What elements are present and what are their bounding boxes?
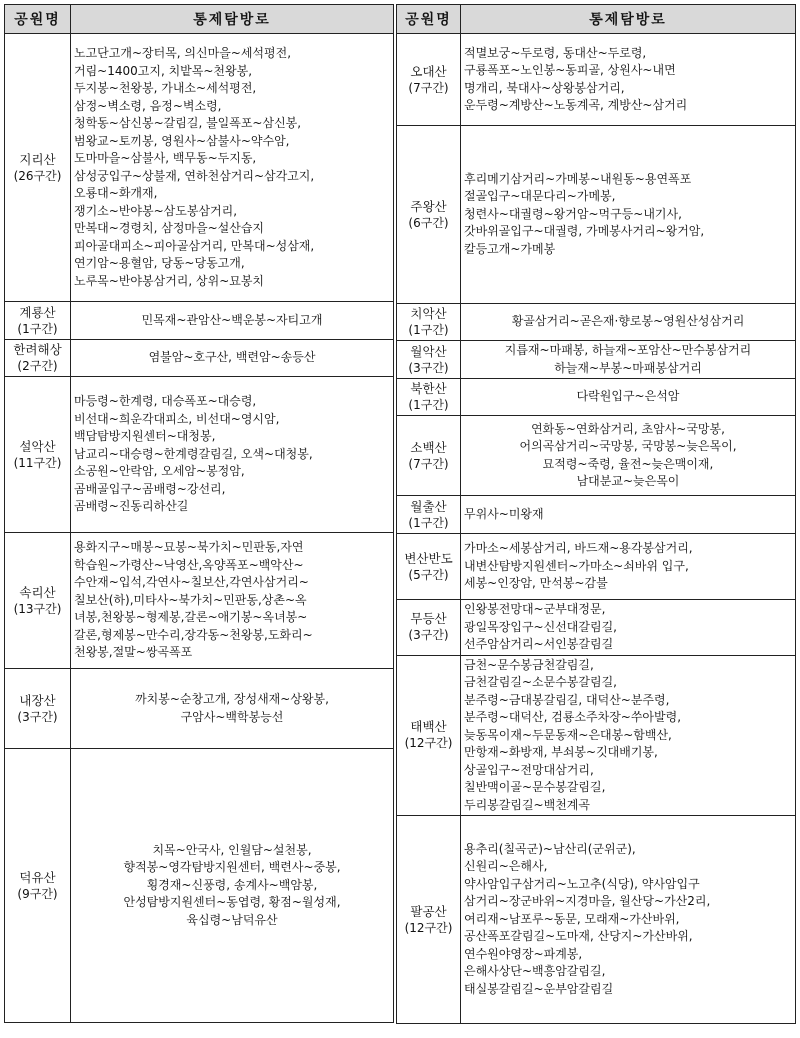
park-row xyxy=(5,302,394,340)
park-row xyxy=(397,600,796,656)
park-row xyxy=(5,34,394,302)
park-name: 설악산 xyxy=(19,438,56,454)
route-line: 곰배골입구~곰배령~강선리, xyxy=(74,481,226,496)
route-line: 은해사상단~백흥암갈림길, xyxy=(464,964,606,979)
route-line: 인왕봉전망대~군부대정문, xyxy=(464,602,606,616)
park-name-cell xyxy=(397,416,461,496)
park-name-cell xyxy=(397,341,461,379)
park-row xyxy=(397,655,796,816)
park-name-cell xyxy=(5,302,71,340)
park-name-cell xyxy=(5,340,71,377)
park-name: 북한산 xyxy=(410,381,447,396)
route-line: 거림~1400고지, 치밭목~천왕봉, xyxy=(74,63,253,78)
routes-cell xyxy=(71,377,394,533)
routes-cell xyxy=(461,379,796,416)
routes-cell xyxy=(71,749,394,1023)
route-line: 횡경재~신풍령, 송계사~백암봉, xyxy=(146,877,318,892)
route-line: 민목재~관암산~백운봉~자티고개 xyxy=(141,312,323,327)
section-count: (7구간) xyxy=(408,456,449,471)
routes-cell xyxy=(461,126,796,304)
route-line: 신원리~은해사, xyxy=(464,859,548,874)
park-name: 계룡산 xyxy=(19,304,56,320)
route-line: 상골입구~전망대삼거리, xyxy=(464,762,594,777)
route-line: 금천갈림길~소문수봉갈림길, xyxy=(464,675,617,689)
park-name-cell xyxy=(397,126,461,304)
route-line: 태실봉갈림길~운부암갈림길 xyxy=(464,981,614,996)
route-line: 칠보산(하),미타사~북가치~민판동,상촌~옥 xyxy=(74,592,307,607)
route-line: 삼정~벽소령, 음정~벽소령, xyxy=(74,98,222,113)
route-line: 금천~문수봉금천갈림길, xyxy=(464,657,594,672)
route-line: 용화지구~매봉~묘봉~북가치~민판동,자연 xyxy=(74,540,304,555)
park-name: 내장산 xyxy=(19,692,56,708)
section-count: (11구간) xyxy=(13,455,62,470)
routes-cell xyxy=(461,816,796,1024)
route-line: 도마마을~삼불사, 백무동~두지동, xyxy=(74,151,257,165)
route-line: 소공원~안락암, 오세암~봉정암, xyxy=(74,464,245,479)
section-count: (12구간) xyxy=(404,920,453,935)
park-row xyxy=(5,533,394,669)
routes-cell xyxy=(461,416,796,496)
route-line: 명개리, 북대사~상왕봉삼거리, xyxy=(464,80,625,95)
park-name-cell xyxy=(397,534,461,600)
park-name-cell xyxy=(5,749,71,1023)
routes-cell xyxy=(461,534,796,600)
park-row xyxy=(5,749,394,1023)
route-line: 삼거리~장군바위~지경마을, 월산당~가산2리, xyxy=(464,894,711,909)
route-line: 천왕봉,절말~쌍곡폭포 xyxy=(74,645,193,660)
route-line: 쟁기소~반야봉~삼도봉삼거리, xyxy=(74,203,238,218)
route-line: 구암사~백학봉능선 xyxy=(180,709,284,724)
park-name-cell xyxy=(397,600,461,656)
route-line: 연화동~연화삼거리, 초암사~국망봉, xyxy=(531,421,725,436)
park-row xyxy=(397,304,796,341)
route-line: 두리봉갈림길~백천계곡 xyxy=(464,797,590,812)
routes-cell xyxy=(461,34,796,126)
park-header: 공원명 xyxy=(397,5,461,34)
left-table xyxy=(4,4,394,1023)
section-count: (7구간) xyxy=(408,80,449,95)
route-line: 묘적령~죽령, 율전~늦은맥이재, xyxy=(542,456,714,471)
park-name: 지리산 xyxy=(19,151,56,167)
route-line: 청학동~삼신봉~갈림길, 불일폭포~삼신봉, xyxy=(74,116,302,130)
route-line: 가마소~세봉삼거리, 바드재~용각봉삼거리, xyxy=(464,541,693,556)
section-count: (26구간) xyxy=(13,168,62,183)
route-line: 여리재~남포루~동문, 모래재~가산바위, xyxy=(464,911,680,926)
route-line: 노고단고개~장터목, 의신마을~세석평전, xyxy=(74,46,292,60)
routes-header: 통제탐방로 xyxy=(461,5,796,34)
route-line: 염불암~호구산, 백련암~송등산 xyxy=(148,350,316,365)
route-line: 청련사~대궐령~왕거암~먹구등~내기사, xyxy=(464,206,682,221)
park-row xyxy=(397,534,796,600)
route-line: 남대분교~늦은목이 xyxy=(576,474,680,488)
park-row xyxy=(5,669,394,749)
park-row xyxy=(5,340,394,377)
routes-header: 통제탐방로 xyxy=(71,5,394,34)
section-count: (1구간) xyxy=(17,321,58,336)
park-name: 변산반도 xyxy=(404,550,453,566)
route-line: 오룡대~화개재, xyxy=(74,186,158,200)
section-count: (9구간) xyxy=(17,886,58,901)
route-line: 수안재~입석,각연사~칠보산,각연사삼거리~ xyxy=(74,575,309,590)
route-line: 곰배령~진동리하산길 xyxy=(74,499,189,514)
section-count: (3구간) xyxy=(408,628,449,643)
route-line: 갈론,형제봉~만수리,장각동~천왕봉,도화리~ xyxy=(74,627,313,642)
park-name-cell xyxy=(397,34,461,126)
park-name-cell xyxy=(5,377,71,533)
route-line: 만항재~화방재, 부쇠봉~깃대배기봉, xyxy=(464,745,658,759)
park-name-cell xyxy=(5,669,71,749)
section-count: (1구간) xyxy=(408,515,449,530)
park-row xyxy=(5,377,394,533)
route-line: 만복대~경령치, 삼정마을~설산습지 xyxy=(74,221,265,235)
park-name-cell xyxy=(5,533,71,669)
route-line: 황골삼거리~곧은재·향로봉~영원산성삼거리 xyxy=(511,314,745,329)
route-line: 분주령~금대봉갈림길, 대덕산~분주령, xyxy=(464,692,670,707)
route-line: 두지봉~천왕봉, 가내소~세석평전, xyxy=(74,81,257,95)
route-line: 분주령~대덕산, 검룡소주차장~쑤아발령, xyxy=(464,710,682,724)
park-name: 태백산 xyxy=(410,719,447,735)
park-name: 덕유산 xyxy=(19,869,56,885)
routes-cell xyxy=(71,669,394,749)
route-line: 공산폭포갈림길~도마재, 산당지~가산바위, xyxy=(464,929,693,944)
route-line: 육십령~남덕유산 xyxy=(186,912,278,927)
route-line: 칼등고개~가메봉 xyxy=(464,241,556,256)
route-line: 마등령~한계령, 대승폭포~대승령, xyxy=(74,394,257,409)
routes-cell xyxy=(461,304,796,341)
section-count: (13구간) xyxy=(13,601,62,616)
section-count: (1구간) xyxy=(408,323,449,337)
route-line: 구룡폭포~노인봉~동피골, 상원사~내면 xyxy=(464,63,676,77)
route-line: 광일목장입구~신선대갈림길, xyxy=(464,619,617,634)
route-line: 늦동목이재~두문동재~은대봉~함백산, xyxy=(464,727,672,742)
park-name-cell xyxy=(397,304,461,341)
route-line: 치목~안국사, 인월담~설천봉, xyxy=(152,842,312,857)
route-line: 칠반맥이골~문수봉갈림길, xyxy=(464,780,606,794)
route-line: 남교리~대승령~한계령갈림길, 오색~대청봉, xyxy=(74,446,313,461)
park-name: 월출산 xyxy=(410,498,447,514)
route-line: 절골입구~대문다리~가메봉, xyxy=(464,189,616,204)
route-line: 녀봉,천왕봉~형제봉,갈론~애기봉~옥녀봉~ xyxy=(74,610,308,625)
park-row xyxy=(397,34,796,126)
route-line: 용추리(칠곡군)~남산리(군위군), xyxy=(464,841,636,856)
park-name: 치악산 xyxy=(410,306,447,321)
route-line: 지릅재~마패봉, 하늘재~포암산~만수봉삼거리 xyxy=(504,343,752,357)
route-line: 노루목~반야봉삼거리, 상위~묘봉치 xyxy=(74,273,265,288)
header-row xyxy=(397,5,796,34)
park-name-cell xyxy=(397,379,461,416)
park-name: 소백산 xyxy=(410,439,447,455)
route-line: 적멸보궁~두로령, 동대산~두로령, xyxy=(464,45,647,60)
park-name: 오대산 xyxy=(410,63,447,79)
route-line: 약사암입구삼거리~노고추(식당), 약사암입구 xyxy=(464,876,700,891)
routes-cell xyxy=(71,34,394,302)
right-table xyxy=(396,4,796,1024)
route-line: 삼성궁입구~상불재, 연하천삼거리~삼각고지, xyxy=(74,168,315,183)
section-count: (1구간) xyxy=(408,398,449,412)
park-header: 공원명 xyxy=(5,5,71,34)
route-line: 어의곡삼거리~국망봉, 국망봉~늦은목이, xyxy=(519,439,737,453)
park-name: 팔공산 xyxy=(410,903,447,919)
route-line: 내변산탐방지원센터~가마소~쇠바위 입구, xyxy=(464,558,689,573)
park-row xyxy=(397,816,796,1024)
route-line: 세봉~인장암, 만석봉~감불 xyxy=(464,576,608,591)
route-line: 연기암~용혈암, 당동~당동고개, xyxy=(74,256,245,270)
park-row xyxy=(397,496,796,534)
route-line: 운두령~계방산~노동계곡, 계방산~삼거리 xyxy=(464,98,688,112)
section-count: (6구간) xyxy=(408,215,449,230)
route-line: 무위사~미왕재 xyxy=(464,506,544,521)
routes-cell xyxy=(71,302,394,340)
route-line: 까치봉~순창고개, 장성새재~상왕봉, xyxy=(135,692,329,706)
routes-cell xyxy=(461,600,796,656)
route-line: 백담탐방지원센터~대청봉, xyxy=(74,429,216,444)
routes-cell xyxy=(461,655,796,816)
park-name-cell xyxy=(397,816,461,1024)
park-name: 한려해상 xyxy=(13,342,62,357)
route-line: 갓바위골입구~대궐령, 가메봉사거리~왕거암, xyxy=(464,224,705,239)
route-line: 학습원~가령산~낙영산,옥양폭포~백악산~ xyxy=(74,557,304,572)
section-count: (5구간) xyxy=(408,567,449,582)
park-row xyxy=(397,416,796,496)
section-count: (2구간) xyxy=(17,359,58,373)
park-name: 주왕산 xyxy=(410,198,447,214)
route-line: 하늘재~부봉~마패봉삼거리 xyxy=(554,360,702,375)
section-count: (3구간) xyxy=(17,709,58,724)
route-line: 범왕교~토끼봉, 영원사~삼불사~약수암, xyxy=(74,133,290,148)
route-line: 후리메기삼거리~가메봉~내원동~용연폭포 xyxy=(464,171,692,186)
header-row xyxy=(5,5,394,34)
park-row xyxy=(397,126,796,304)
route-line: 피아골대피소~피아골삼거리, 만복대~성삼재, xyxy=(74,238,315,253)
route-line: 선주암삼거리~서인봉갈림길 xyxy=(464,637,614,651)
route-line: 연수원야영장~파계봉, xyxy=(464,946,583,961)
route-line: 비선대~희운각대피소, 비선대~영시암, xyxy=(74,411,280,426)
routes-cell xyxy=(461,341,796,379)
park-row xyxy=(397,341,796,379)
section-count: (3구간) xyxy=(408,360,449,375)
park-name: 월악산 xyxy=(410,343,447,359)
park-name-cell xyxy=(397,655,461,816)
park-name-cell xyxy=(397,496,461,534)
park-name-cell xyxy=(5,34,71,302)
park-name: 무등산 xyxy=(410,611,447,627)
routes-cell xyxy=(461,496,796,534)
section-count: (12구간) xyxy=(404,736,453,751)
park-name: 속리산 xyxy=(19,584,56,600)
routes-cell xyxy=(71,340,394,377)
park-row xyxy=(397,379,796,416)
route-line: 다락원입구~은석암 xyxy=(576,389,680,404)
route-line: 안성탐방지원센터~동엽령, 황점~월성재, xyxy=(123,895,341,910)
route-line: 향적봉~영각탐방지원센터, 백련사~중봉, xyxy=(123,860,341,875)
routes-cell xyxy=(71,533,394,669)
